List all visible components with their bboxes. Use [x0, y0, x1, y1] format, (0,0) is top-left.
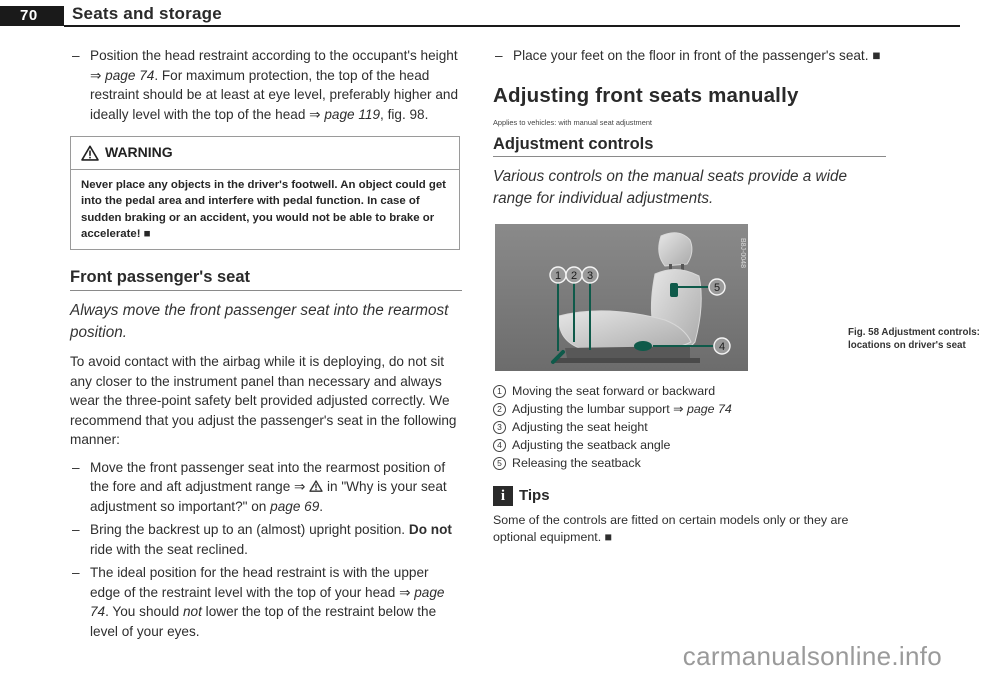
warning-text: Never place any objects in the driver's footwell. An object could get into the pedal area and interfere with pedal function. In case of sudden braking or an accident, you would not be able to brake or accelerate! ■	[81, 178, 446, 241]
passenger-seat-lead: Always move the front passenger seat into the rearmost position.	[70, 302, 449, 342]
adjustment-controls-heading: Adjustment controls	[493, 135, 886, 158]
figure-caption: Fig. 58 Adjustment controls: locations on driver's seat	[848, 327, 980, 351]
warning-box	[70, 136, 460, 250]
right-column	[493, 46, 980, 546]
list-item: 3 Adjusting the seat height	[493, 418, 886, 436]
main-heading: Adjusting front seats manually	[493, 83, 799, 107]
svg-text:3: 3	[586, 270, 594, 282]
tips-text: Some of the controls are fitted on certain models only or they are optional equipment. ■	[493, 513, 849, 544]
passenger-seat-heading: Front passenger's seat	[70, 268, 462, 292]
number-circle: 5	[493, 457, 506, 470]
svg-text:4: 4	[718, 341, 726, 353]
list-item: 2 Adjusting the lumbar support ⇒ page 74	[493, 400, 886, 418]
warning-title: WARNING	[105, 144, 173, 160]
head-restraint-item: – Position the head restraint according to the occupant's height ⇒ page 74. For maximum protection, the top of the head restraint should be at least at eye level, preferably higher and ideally level with the top of the head ⇒ page 119, fig. 98.	[70, 46, 462, 124]
svg-text:2: 2	[570, 270, 578, 282]
figure-row	[493, 224, 980, 374]
seat-illustration	[495, 224, 748, 371]
header-rule	[64, 25, 960, 27]
page-ref-link[interactable]: page 74	[90, 584, 445, 620]
page-ref-link[interactable]: page 119	[324, 106, 381, 122]
svg-text:5: 5	[713, 282, 721, 294]
page-ref-link[interactable]: page 69	[270, 498, 320, 514]
info-icon: i	[493, 486, 513, 506]
callout-2	[566, 267, 582, 283]
svg-text:1: 1	[554, 270, 562, 282]
tips-title: Tips	[519, 487, 550, 505]
page-ref-link[interactable]: page 74	[105, 67, 155, 83]
tips-header	[493, 486, 886, 506]
passenger-step-backrest: – Bring the backrest up to an (almost) upright position. Do not ride with the seat reclined.	[70, 520, 462, 559]
watermark: carmanualsonline.info	[682, 641, 942, 671]
page-number: 70	[20, 7, 38, 24]
callout-4	[714, 338, 730, 354]
section-title: Seats and storage	[72, 4, 222, 23]
page-ref-link[interactable]: page 74	[687, 402, 732, 416]
callout-5	[709, 279, 725, 295]
warning-triangle-icon	[81, 145, 99, 161]
passenger-seat-body: To avoid contact with the airbag while it is deploying, do not sit any closer to the instrument panel than necessary and always wear the three-point safety belt provided adjusted correctly. We recommend that you adjust the passenger's seat in the following manner:	[70, 354, 457, 448]
number-circle: 2	[493, 403, 506, 416]
controls-list	[493, 382, 886, 472]
list-item: 1 Moving the seat forward or backward	[493, 382, 886, 400]
warning-header	[71, 137, 459, 170]
number-circle: 1	[493, 385, 506, 398]
applies-to-note: Applies to vehicles: with manual seat adjustment	[493, 118, 652, 127]
number-circle: 3	[493, 421, 506, 434]
list-item: 4 Adjusting the seatback angle	[493, 436, 886, 454]
adjustment-controls-lead: Various controls on the manual seats provide a wide range for individual adjustments.	[493, 168, 848, 207]
figure-code: B8J-0048	[739, 238, 746, 268]
passenger-step-head-restraint: – The ideal position for the head restraint is with the upper edge of the restraint level with the top of your head ⇒ page 74. You should not lower the top of the restraint below the level of your eyes.	[70, 563, 462, 641]
callout-1	[550, 267, 566, 283]
left-column	[70, 46, 462, 645]
number-circle: 4	[493, 439, 506, 452]
seat-figure	[495, 224, 748, 371]
warning-triangle-icon	[309, 480, 323, 492]
callout-3	[582, 267, 598, 283]
list-item: 5 Releasing the seatback	[493, 454, 886, 472]
feet-position-item: – Place your feet on the floor in front of the passenger's seat. ■	[493, 46, 886, 66]
passenger-step-rearmost: – Move the front passenger seat into the rearmost position of the fore and aft adjustment range ⇒ in "Why is your seat adjustment so important?" on page 69.	[70, 458, 462, 517]
